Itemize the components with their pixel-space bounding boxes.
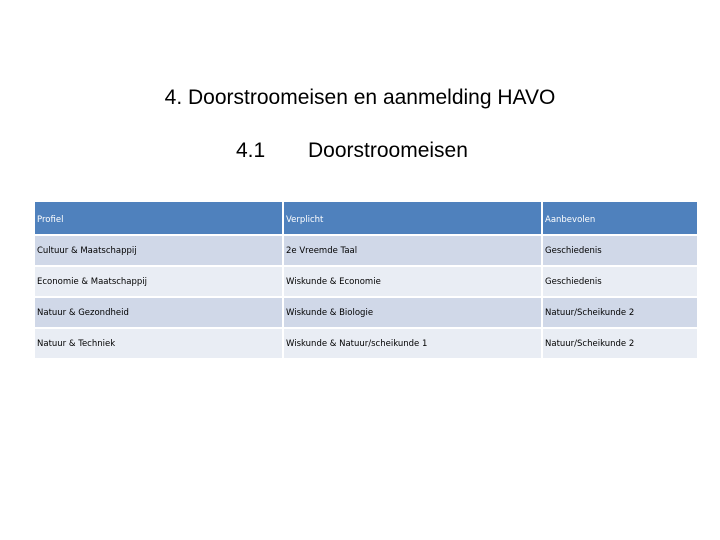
table-row	[35, 266, 697, 297]
table-row	[35, 297, 697, 328]
cell-verplicht: Wiskunde & Economie	[283, 266, 542, 297]
table-header-row	[35, 202, 697, 235]
section-number: 4.1	[236, 139, 266, 162]
header-verplicht: Verplicht	[283, 202, 542, 235]
cell-profiel: Economie & Maatschappij	[35, 266, 283, 297]
cell-profiel: Cultuur & Maatschappij	[35, 235, 283, 266]
requirements-table	[35, 202, 697, 360]
cell-aanbevolen: Geschiedenis	[542, 235, 697, 266]
slide-title: 4. Doorstroomeisen en aanmelding HAVO	[164, 86, 556, 109]
cell-profiel: Natuur & Techniek	[35, 328, 283, 359]
header-aanbevolen: Aanbevolen	[542, 202, 697, 235]
section-title: Doorstroomeisen	[308, 139, 468, 162]
cell-aanbevolen: Natuur/Scheikunde 2	[542, 297, 697, 328]
cell-profiel: Natuur & Gezondheid	[35, 297, 283, 328]
cell-aanbevolen: Geschiedenis	[542, 266, 697, 297]
table-row	[35, 235, 697, 266]
cell-verplicht: Wiskunde & Biologie	[283, 297, 542, 328]
cell-verplicht: 2e Vreemde Taal	[283, 235, 542, 266]
header-profiel: Profiel	[35, 202, 283, 235]
table-row	[35, 328, 697, 359]
cell-aanbevolen: Natuur/Scheikunde 2	[542, 328, 697, 359]
cell-verplicht: Wiskunde & Natuur/scheikunde 1	[283, 328, 542, 359]
